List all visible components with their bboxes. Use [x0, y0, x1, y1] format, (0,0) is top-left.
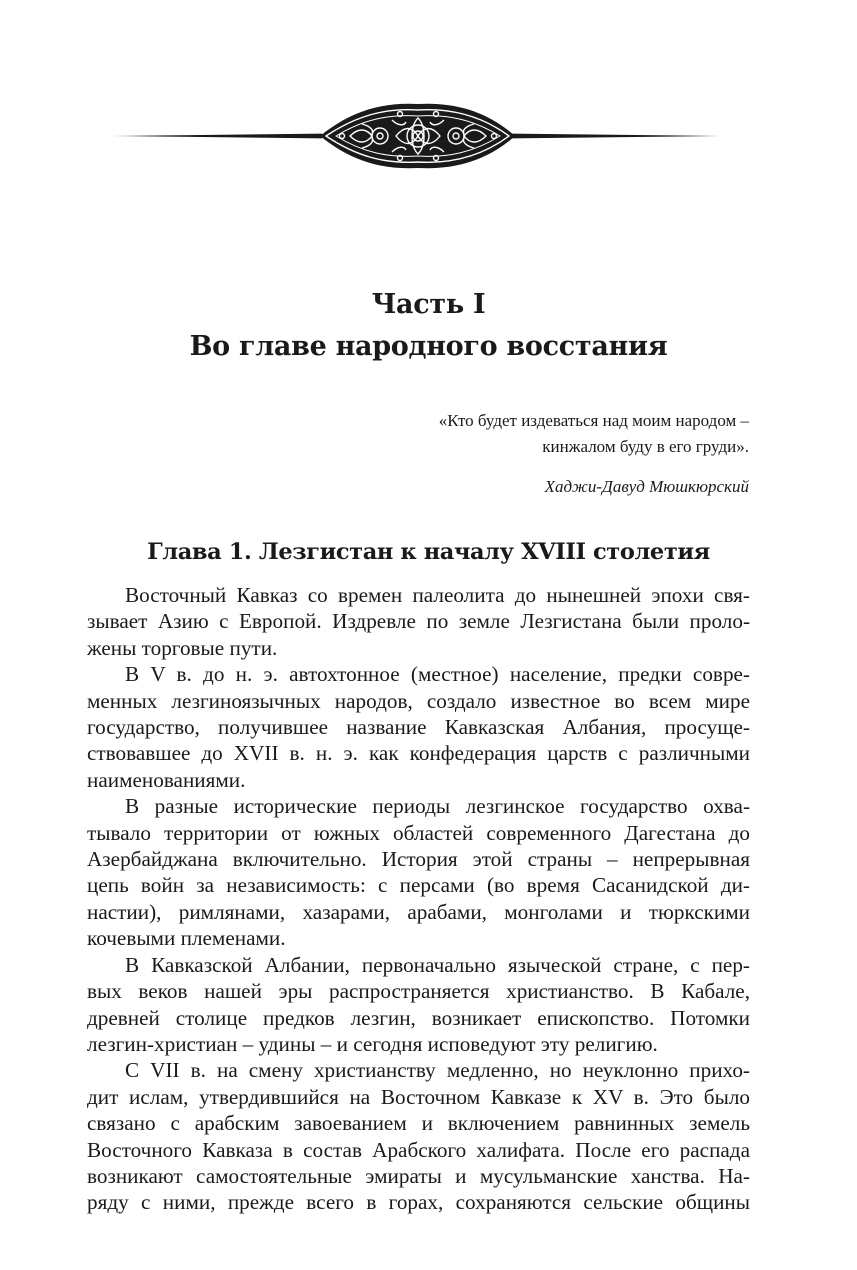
epigraph-line: кинжалом буду в его груди».: [542, 437, 749, 456]
text-line: наименованиями.: [87, 767, 246, 792]
text-line: тывало территории от южных областей современного Дагестана до: [87, 820, 750, 845]
part-number: Часть I: [371, 289, 486, 320]
ornament-rule-right: [512, 134, 720, 139]
text-line: зывает Азию с Европой. Издревле по земле Лезгистана были проло-: [87, 609, 750, 634]
text-line: Восточного Кавказа в состав Арабского халифата. После его распада: [87, 1137, 750, 1162]
text-line: дит ислам, утвердившийся на Восточном Кавказе к XV в. Это было: [87, 1084, 750, 1109]
paragraph: [87, 952, 750, 1058]
ornament-rule-left: [112, 134, 322, 139]
text-line: древней столице предков лезгин, возникает епископство. Потомки: [87, 1005, 750, 1030]
text-line: В V в. до н. э. автохтонное (местное) население, предки совре-: [125, 662, 750, 687]
paragraph: [87, 793, 750, 951]
paragraph: [87, 661, 750, 793]
text-line: лезгин-христиан – удины – и сегодня исповедуют эту религию.: [87, 1031, 658, 1056]
text-line: С VII в. на смену христианству медленно, но неуклонно прихо-: [125, 1058, 750, 1083]
text-line: жены торговые пути.: [87, 635, 278, 660]
epigraph-line: «Кто будет издеваться над моим народом –: [438, 411, 749, 430]
text-line: государство, получившее название Кавказская Албания, просуще-: [87, 715, 750, 740]
text-line: Азербайджана включительно. История этой страны – непрерывная: [87, 847, 750, 872]
epigraph: [189, 408, 749, 460]
text-line: настии), римлянами, хазарами, арабами, монголами и тюркскими: [87, 899, 750, 924]
text-line: менных лезгиноязычных народов, создало известное во всем мире: [87, 688, 750, 713]
chapter-title: Глава 1. Лезгистан к началу XVIII столетия: [147, 539, 710, 565]
text-line: возникают самостоятельные эмираты и мусульманские ханства. На-: [87, 1163, 750, 1188]
text-line: ряду с ними, прежде всего в горах, сохраняются сельские общины: [87, 1190, 750, 1215]
text-line: Восточный Кавказ со времен палеолита до нынешней эпохи свя-: [125, 583, 750, 607]
text-line: В Кавказской Албании, первоначально языческой стране, с пер-: [125, 952, 750, 977]
text-line: связано с арабским завоеванием и включением равнинных земель: [87, 1111, 750, 1136]
ornament-medallion: [320, 104, 515, 168]
part-title: Во главе народного восстания: [189, 331, 668, 362]
text-line: вых веков нашей эры распространяется христианство. В Кабале,: [87, 979, 750, 1004]
epigraph-author: Хаджи-Давуд Мюшкюрский: [544, 477, 749, 496]
chapter-body: [87, 582, 750, 1216]
part-heading: [0, 284, 857, 368]
text-line: кочевыми племенами.: [87, 926, 286, 951]
text-line: ствовавшее до XVII в. н. э. как конфедерация царств с различными: [87, 741, 750, 766]
text-line: В разные исторические периоды лезгинское государство охва-: [125, 794, 750, 819]
paragraph: [87, 582, 750, 661]
ornament-divider: [0, 96, 857, 176]
paragraph: [87, 1057, 750, 1215]
text-line: цепь войн за независимость: с персами (во время Сасанидской ди-: [87, 873, 750, 898]
